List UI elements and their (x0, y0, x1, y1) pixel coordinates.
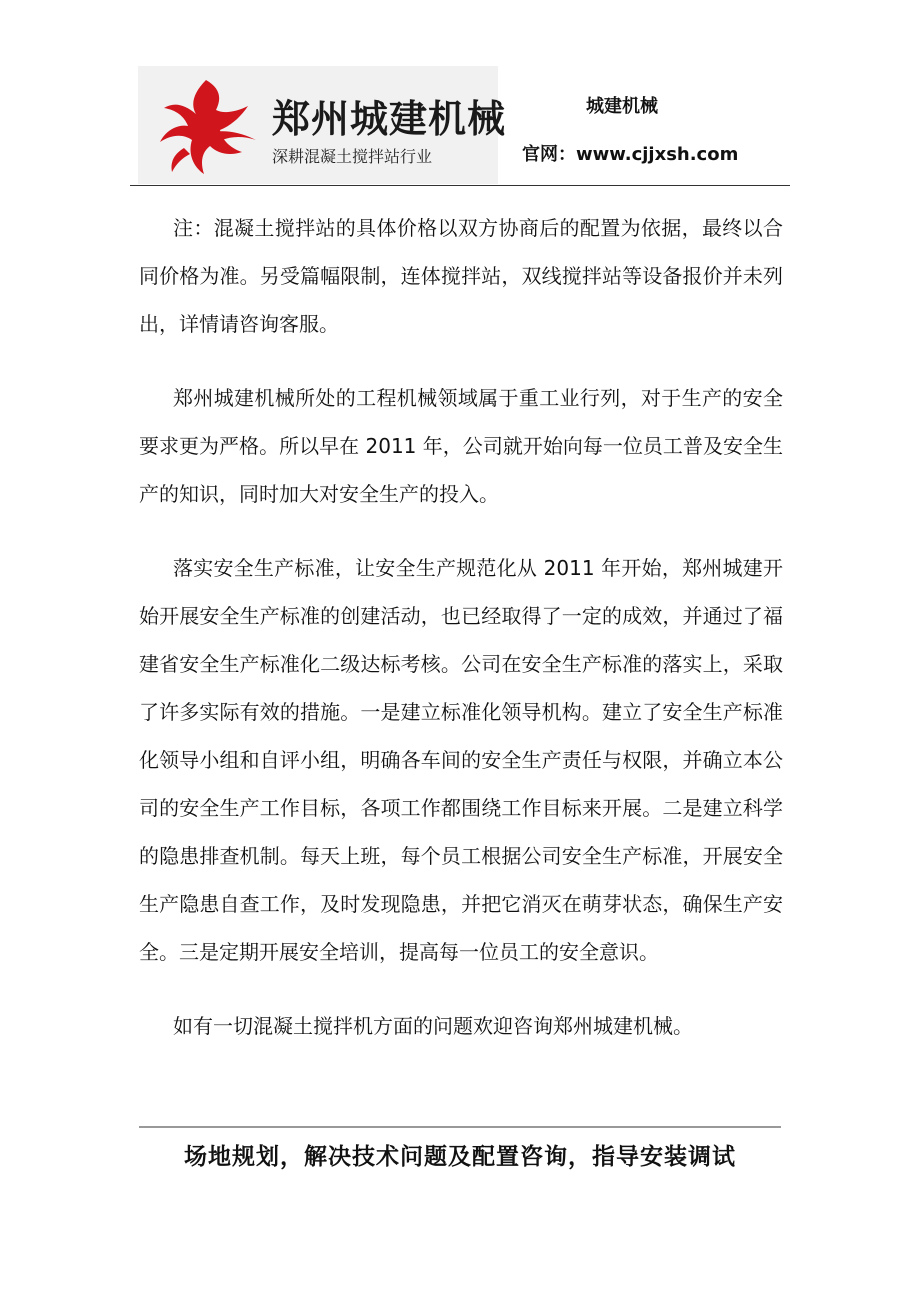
paragraph-contact: 如有一切混凝土搅拌机方面的问题欢迎咨询郑州城建机械。 (173, 1014, 693, 1038)
article-body (139, 204, 783, 1076)
website-link[interactable]: 官网：www.cjjxsh.com (522, 144, 739, 165)
footer-divider (139, 1126, 781, 1128)
paragraph-safety-intro: 郑州城建机械所处的工程机械领域属于重工业行列，对于生产的安全要求更为严格。所以早在 2011 年，公司就开始向每一位员工普及安全生产的知识，同时加大对安全生产的投入。 (139, 386, 783, 506)
page-header (138, 66, 790, 186)
website-clip (522, 136, 762, 165)
header-divider (130, 185, 790, 186)
paragraph-safety-standards: 落实安全生产标准，让安全生产规范化从 2011 年开始，郑州城建开始开展安全生产标准的创建活动，也已经取得了一定的成效，并通过了福建省安全生产标准化二级达标考核。公司在安全生产标准的落实上，采取了许多实际有效的措施。一是建立标准化领导机构。建立了安全生产标准化领导小组和自评小组，明确各车间的安全生产责任与权限，并确立本公司的安全生产工作目标，各项工作都围绕工作目标来开展。二是建立科学的隐患排查机制。每天上班，每个员工根据公司安全生产标准，开展安全生产隐患自查工作，及时发现隐患，并把它消灭在萌芽状态，确保生产安全。三是定期开展安全培训，提高每一位员工的安全意识。 (139, 556, 783, 964)
footer-tagline: 场地规划，解决技术问题及配置咨询，指导安装调试 (184, 1144, 736, 1170)
phoenix-logo-icon (144, 74, 264, 178)
logo-subtitle: 深耕混凝土搅拌站行业 (272, 147, 433, 166)
company-name: 城建机械 (586, 96, 658, 117)
company-logo (138, 66, 507, 184)
paragraph-price-note: 注：混凝土搅拌站的具体价格以双方协商后的配置为依据，最终以合同价格为准。另受篇幅限制，连体搅拌站，双线搅拌站等设备报价并未列出，详情请咨询客服。 (139, 216, 783, 336)
logo-title: 郑州城建机械 (272, 97, 507, 141)
